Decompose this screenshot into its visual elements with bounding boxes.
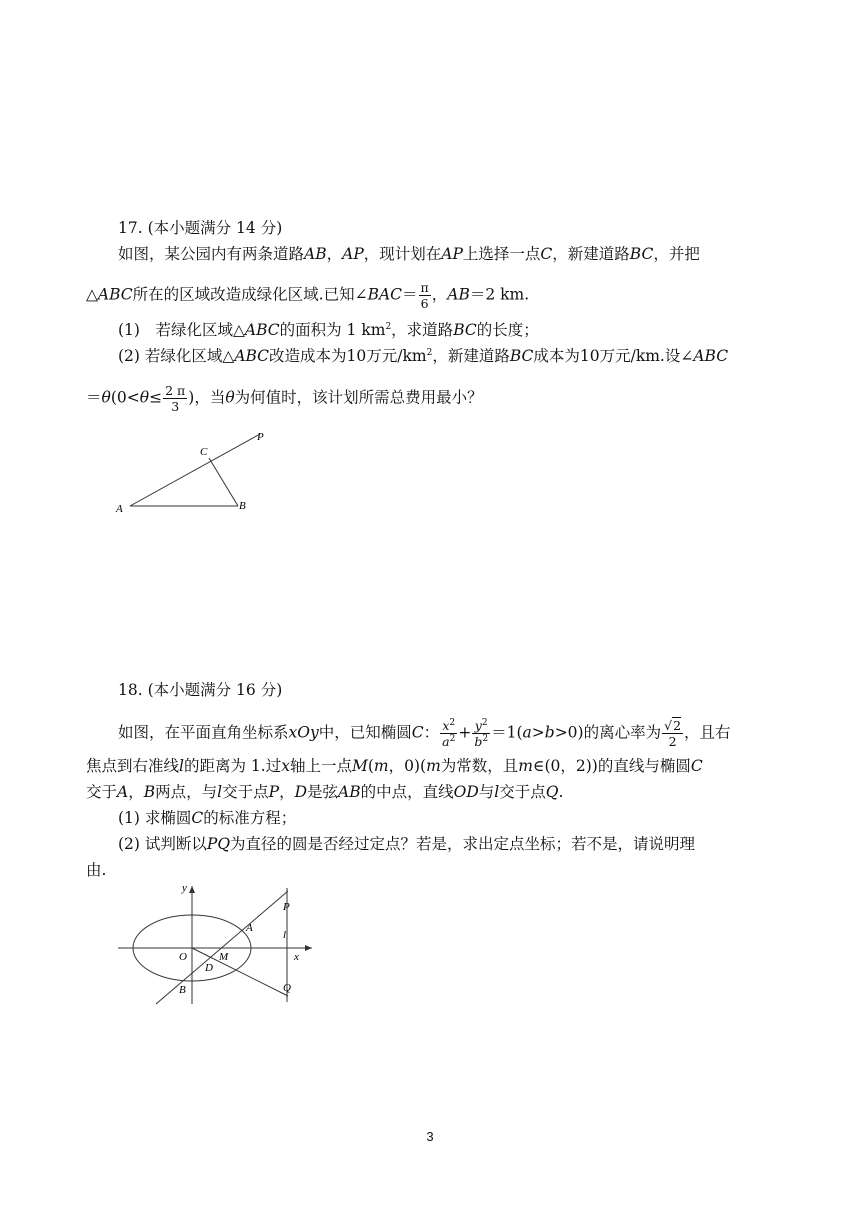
q18-part1	[118, 808, 296, 828]
text: √	[664, 718, 673, 733]
q18-line2	[86, 756, 703, 776]
label-P: P	[283, 901, 290, 913]
label-x: x	[294, 951, 299, 963]
label-O: O	[179, 951, 187, 963]
text: BAC	[367, 285, 403, 304]
text: ，	[128, 783, 144, 801]
text: m	[426, 757, 441, 775]
text: (	[367, 757, 374, 775]
superscript: 2	[426, 347, 433, 358]
text: ，并把	[653, 245, 700, 263]
text: C	[540, 245, 553, 263]
road-BC	[209, 458, 238, 506]
text: 上选择一点	[462, 245, 541, 263]
q18-line3	[86, 782, 563, 802]
text: b	[474, 734, 483, 749]
q17-header: 17. (本小题满分 14 分)	[118, 219, 283, 237]
text: ，新建道路	[432, 347, 510, 365]
q17-part2-line1	[118, 346, 728, 366]
text: ＝1(	[491, 723, 523, 742]
text: m	[373, 757, 389, 775]
x-axis-arrow-icon	[305, 945, 312, 951]
text: AB	[304, 245, 327, 263]
text: 为常数，且	[440, 757, 519, 775]
text: 焦点到右准线	[86, 757, 180, 775]
fraction-pi-over-6	[419, 280, 431, 311]
text: BC	[453, 321, 477, 339]
text: m	[518, 757, 533, 775]
text: xOy	[288, 723, 319, 742]
text: D	[294, 783, 308, 801]
text: 2	[673, 718, 682, 733]
text: ≤	[149, 388, 163, 407]
text: )，当	[188, 388, 226, 407]
text: 交于点	[222, 783, 269, 801]
label-B: B	[179, 984, 186, 996]
label-Q: Q	[283, 982, 291, 994]
y-axis-arrow-icon	[189, 886, 195, 893]
text: AB	[338, 783, 361, 801]
text: x	[442, 718, 450, 733]
label-A: A	[246, 922, 253, 934]
text: OD	[453, 783, 479, 801]
superscript: 2	[385, 321, 392, 332]
text: 为直径的圆是否经过定点？若是，求出定点坐标；若不是，请说明理	[230, 835, 696, 853]
text: 的距离为 1.过	[183, 757, 282, 775]
text: θ	[225, 388, 235, 407]
text: a	[442, 734, 450, 749]
text: ＝2 km.	[469, 285, 530, 304]
numerator	[662, 718, 683, 734]
text: BC	[509, 347, 534, 365]
text: 交于	[86, 783, 118, 801]
text: (2) 试判断以	[118, 835, 207, 853]
fraction-sqrt2-over-2	[662, 718, 683, 749]
text: (0<	[110, 388, 140, 407]
q18-ellipse-figure	[112, 880, 322, 1010]
numerator: 2 π	[165, 383, 186, 398]
text: y	[474, 718, 482, 733]
text: C	[690, 757, 703, 775]
text: △	[86, 285, 98, 304]
text: 为何值时，该计划所需总费用最小？	[234, 388, 483, 407]
text: AB	[447, 285, 470, 304]
text: 成本为10万元/km.设∠	[533, 347, 694, 365]
denominator: 6	[420, 296, 429, 311]
text: BC	[629, 245, 654, 263]
q18-part2-line1	[118, 834, 695, 854]
q18-header: 18. (本小题满分 16 分)	[118, 681, 283, 699]
text: ，	[431, 285, 448, 304]
text: (1) 若绿化区域△	[118, 321, 245, 339]
numerator	[472, 718, 490, 734]
text: 的面积为 1 km	[279, 321, 386, 339]
label-l: l	[283, 929, 287, 941]
label-A: A	[116, 503, 123, 515]
text: P	[268, 783, 280, 801]
text: AP	[342, 245, 364, 263]
text: 中，已知椭圆	[318, 723, 412, 742]
text: +	[458, 723, 472, 742]
q17-part2-line2	[86, 383, 483, 414]
superscript: 2	[449, 733, 456, 744]
fraction-x2-over-a2	[440, 718, 457, 749]
text: ，	[279, 783, 295, 801]
label-B: B	[239, 500, 246, 512]
text: A	[117, 783, 129, 801]
fraction-y2-over-b2	[472, 718, 490, 749]
q17-stem-line2	[86, 280, 529, 311]
text: M	[351, 757, 368, 775]
numerator	[440, 718, 457, 734]
label-P: P	[257, 431, 264, 443]
text: Q	[545, 783, 559, 801]
text: 的中点，直线	[360, 783, 454, 801]
text: ，求道路	[391, 321, 454, 339]
denominator: 2	[668, 734, 677, 749]
text: ＝	[402, 285, 418, 304]
denominator	[440, 734, 457, 749]
text: 如图，某公园内有两条道路	[118, 245, 305, 263]
text: 所在的区域改造成绿化区域.已知∠	[132, 285, 368, 304]
denominator	[472, 734, 490, 749]
fraction-2pi-over-3	[163, 383, 187, 414]
text: 两点，与	[155, 783, 218, 801]
text: 是弦	[307, 783, 339, 801]
q17-triangle-figure	[112, 424, 272, 520]
text: ABC	[97, 285, 133, 304]
q17-stem-line1	[118, 244, 700, 264]
text: >0)的离心率为	[554, 723, 662, 742]
label-C: C	[200, 446, 208, 458]
text: ∈(0，2))的直线与椭圆	[533, 757, 691, 775]
text: 如图，在平面直角坐标系	[118, 723, 289, 742]
text: l	[217, 783, 223, 801]
text: ＝	[86, 388, 102, 407]
text: 与	[478, 783, 495, 801]
text: ，现计划在	[363, 245, 442, 263]
text: ，	[326, 245, 343, 263]
text: θ	[101, 388, 111, 407]
q18-part2-line2: 由.	[86, 861, 107, 879]
text: ，且右	[684, 723, 731, 742]
text: ABC	[234, 347, 270, 365]
text: PQ	[206, 835, 231, 853]
text: 的长度；	[476, 321, 539, 339]
denominator: 3	[171, 399, 180, 414]
text: ，新建道路	[552, 245, 630, 263]
label-D: D	[205, 962, 213, 974]
text: 改造成本为10万元/km	[269, 347, 427, 365]
superscript: 2	[482, 733, 489, 744]
text: .	[558, 783, 564, 801]
text: C	[411, 723, 424, 742]
text: b	[544, 723, 555, 742]
page-number: 3	[426, 1129, 434, 1144]
numerator: π	[420, 280, 429, 295]
superscript: 2	[449, 717, 456, 728]
label-M: M	[219, 951, 229, 963]
superscript: 2	[481, 717, 488, 728]
text: AP	[441, 245, 463, 263]
text: ：	[423, 723, 440, 742]
text: B	[143, 783, 156, 801]
q18-line1	[118, 718, 731, 749]
text: ABC	[693, 347, 729, 365]
text: l	[494, 783, 500, 801]
text: ABC	[244, 321, 280, 339]
text: (1) 求椭圆	[118, 809, 192, 827]
q17-part1	[118, 320, 539, 340]
label-y: y	[182, 882, 187, 894]
text: ，0)(	[388, 757, 427, 775]
text: 的标准方程；	[203, 809, 297, 827]
text: (2) 若绿化区域△	[118, 347, 235, 365]
road-AP	[130, 434, 260, 506]
text: 轴上一点	[289, 757, 352, 775]
text: θ	[139, 388, 150, 407]
text: >	[531, 723, 545, 742]
text: a	[522, 723, 532, 742]
text: l	[179, 757, 184, 775]
text: 交于点	[499, 783, 546, 801]
text: x	[281, 757, 290, 775]
text: C	[191, 809, 204, 827]
